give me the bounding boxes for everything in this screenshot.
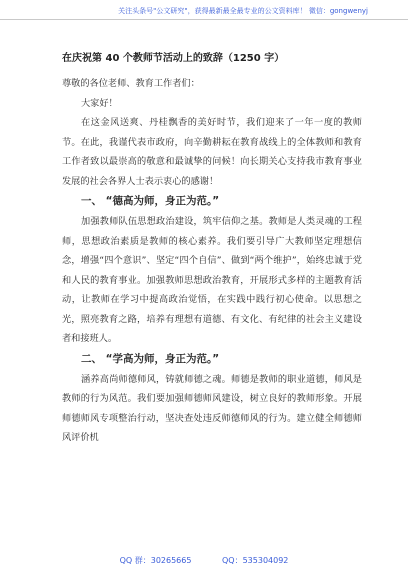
section-body-1: 加强教师队伍思想政治建设，筑牢信仰之基。教师是人类灵魂的工程师，思想政治素质是教师的核心素养。我们要引导广大教师坚定理想信念，增强“四个意识”、坚定“四个自信”、做到“两个维护”，始终忠诚于党和人民的教育事业。加强教师思想政治教育，开展形式多样的主题教育活动，让教师在学习中提高政治觉悟，在实践中践行初心使命。以思想之光，照亮教育之路，培养有理想有道德、有文化、有纪律的社会主义建设者和接班人。 xyxy=(62,216,362,344)
header-banner xyxy=(0,6,408,20)
footer-contacts xyxy=(0,555,408,566)
document-body xyxy=(62,52,362,448)
footer-qq-group: QQ 群：30265665 xyxy=(119,556,192,565)
salutation: 尊敬的各位老师、教育工作者们： xyxy=(62,78,200,89)
document-title: 在庆祝第 40 个教师节活动上的致辞（1250 字） xyxy=(62,53,285,64)
section-heading-2: 二、 “学高为师，身正为范。” xyxy=(81,352,220,365)
section-heading-1: 一、 “德高为师，身正为范。” xyxy=(81,195,220,207)
greeting: 大家好！ xyxy=(81,97,118,109)
section-body-2: 涵养高尚师德师风，铸就师德之魂。师德是教师的职业道德，师风是教师的行为风范。我们要加强师德师风建设，树立良好的教师形象。开展师德师风专项整治行动，坚决查处违反师德师风的行为。建立健全师德师风评价机 xyxy=(62,373,362,443)
opening-paragraph: 在这金风送爽、丹桂飘香的美好时节，我们迎来了一年一度的教师节。在此，我谨代表市政府，向辛勤耕耘在教育战线上的全体教师和教育工作者致以最崇高的敬意和最诚挚的问候！向长期关心支持我市教育事业发展的社会各界人士表示衷心的感谢！ xyxy=(62,117,362,187)
header-banner-text: 关注头条号"公文研究"，获得最新最全最专业的公文资料库！ 微信：gongwenyj xyxy=(118,7,368,15)
footer-qq: QQ：535304092 xyxy=(222,556,289,565)
